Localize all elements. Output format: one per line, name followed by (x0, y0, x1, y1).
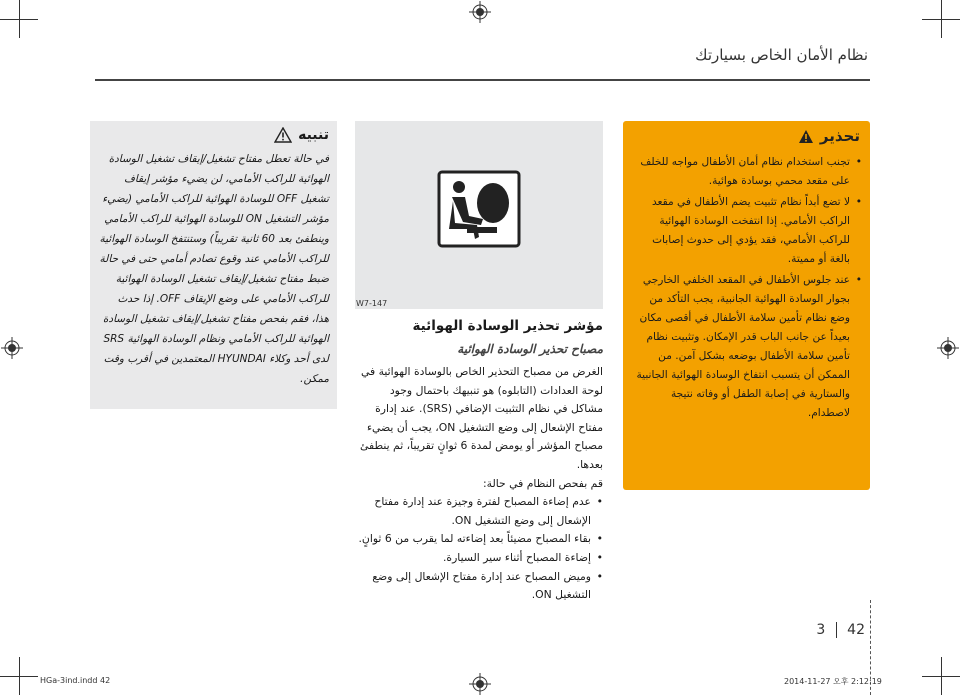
registration-mark-icon (469, 673, 491, 695)
crop-mark (0, 676, 38, 677)
warning-box (623, 121, 870, 490)
footer-date: 2014-11-27 오후 2:12:19 (784, 677, 882, 686)
section-subtitle: مصباح تحذير الوسادة الهوائية (457, 342, 603, 356)
warning-item: • تجنب استخدام نظام أمان الأطفال مواجه للخلف على مقعد محمي بوسادة هوائية. (631, 153, 862, 191)
caution-box (90, 121, 337, 409)
section-list (356, 493, 603, 605)
page-number (816, 622, 865, 638)
warning-item: • لا تضع أبداً نظام تثبيت يضم الأطفال في مقعد الراكب الأمامي. إذا انتفخت الوسادة الهوائية للراكب الأمامي، فقد يؤدي إلى حدوث إصابات بالغة أو مميتة. (631, 193, 862, 269)
page-number-value: 42 (847, 622, 865, 638)
caution-triangle-icon (274, 127, 292, 143)
registration-mark-icon (1, 337, 23, 359)
footer-file: HGa-3ind.indd 42 (40, 676, 111, 685)
caution-heading (274, 127, 329, 143)
caution-heading-text: تنبيه (298, 127, 329, 143)
warning-item: • عند جلوس الأطفال في المقعد الخلفي الخارجي بجوار الوسادة الهوائية الجانبية، يجب التأكد من وضع نظام تأمين سلامة الأطفال في أقصى مكان بعيداً عن جانب الباب قدر الإمكان. وتثبيت نظام تأمين سلامة الأطفال بوضعه بشكل آمن. من الممكن أن يتسبب انتفاخ الوسادة الهوائية الجانبية والستارية في إصابة الطفل أو وفاته نتيجة لاصطدام. (631, 271, 862, 423)
crop-mark (0, 19, 38, 20)
section-check-lead: قم بفحص النظام في حالة: (483, 476, 603, 490)
warning-heading-text: تحذير (819, 127, 860, 145)
list-item: • وميض المصباح عند إدارة مفتاح الإشعال إلى وضع التشغيل ON. (356, 568, 603, 605)
airbag-warning-symbol-icon (355, 121, 603, 309)
chapter-number: 3 (816, 622, 826, 638)
list-item: • عدم إضاءة المصباح لفترة وجيزة عند إدارة مفتاح الإشعال إلى وضع التشغيل ON. (356, 493, 603, 530)
page-number-divider (836, 622, 837, 638)
list-item: • بقاء المصباح مضيئاً بعد إضاءته لما يقرب من 6 ثوانٍ. (356, 530, 603, 549)
registration-mark-icon (469, 1, 491, 23)
warning-triangle-icon (798, 129, 814, 144)
warning-list (631, 153, 862, 425)
crop-mark (922, 19, 960, 20)
header-rule (95, 79, 870, 81)
airbag-indicator-illustration (355, 121, 603, 309)
list-item: • إضاءة المصباح أثناء سير السيارة. (356, 549, 603, 568)
registration-mark-icon (937, 337, 959, 359)
section-body (356, 363, 603, 605)
figure-code: W7-147 (356, 299, 388, 308)
chapter-header: نظام الأمان الخاص بسيارتك (695, 46, 868, 64)
crop-mark (922, 676, 960, 677)
section-intro: الغرض من مصباح التحذير الخاص بالوسادة الهوائية في لوحة العدادات (التابلوه) هو تنبيهك باحتمال وجود مشاكل في نظام التثبيت الإضافي (SRS). عند إدارة مفتاح الإشعال إلى وضع التشغيل ON، يجب أن يضيء مصباح المؤشر أو يومض لمدة 6 ثوانٍ تقريباً، ثم ينطفئ بعدها. (360, 365, 603, 471)
caution-text: في حالة تعطل مفتاح تشغيل/إيقاف تشغيل الوسادة الهوائية للراكب الأمامي، لن يضيء مؤشر إيقاف تشغيل OFF للوسادة الهوائية للراكب الأمامي (يضيء مؤشر التشغيل ON للوسادة الهوائية للراكب الأمامي وينطفئ بعد 60 ثانية تقريباً) وستنتفخ الوسادة الهوائية للراكب الأمامي عند وقوع تصادم أمامي حتى في حالة ضبط مفتاح تشغيل/إيقاف تشغيل الوسادة الهوائية للراكب الأمامي على وضع الإيقاف OFF. إذا حدث هذا، فقم بفحص مفتاح تشغيل/إيقاف تشغيل الوسادة الهوائية للراكب الأمامي ونظام الوسادة الهوائية SRS لدى أحد وكلاء HYUNDAI المعتمدين في أقرب وقت ممكن. (99, 153, 329, 385)
section-title: مؤشر تحذير الوسادة الهوائية (412, 318, 603, 334)
warning-heading (798, 127, 860, 145)
